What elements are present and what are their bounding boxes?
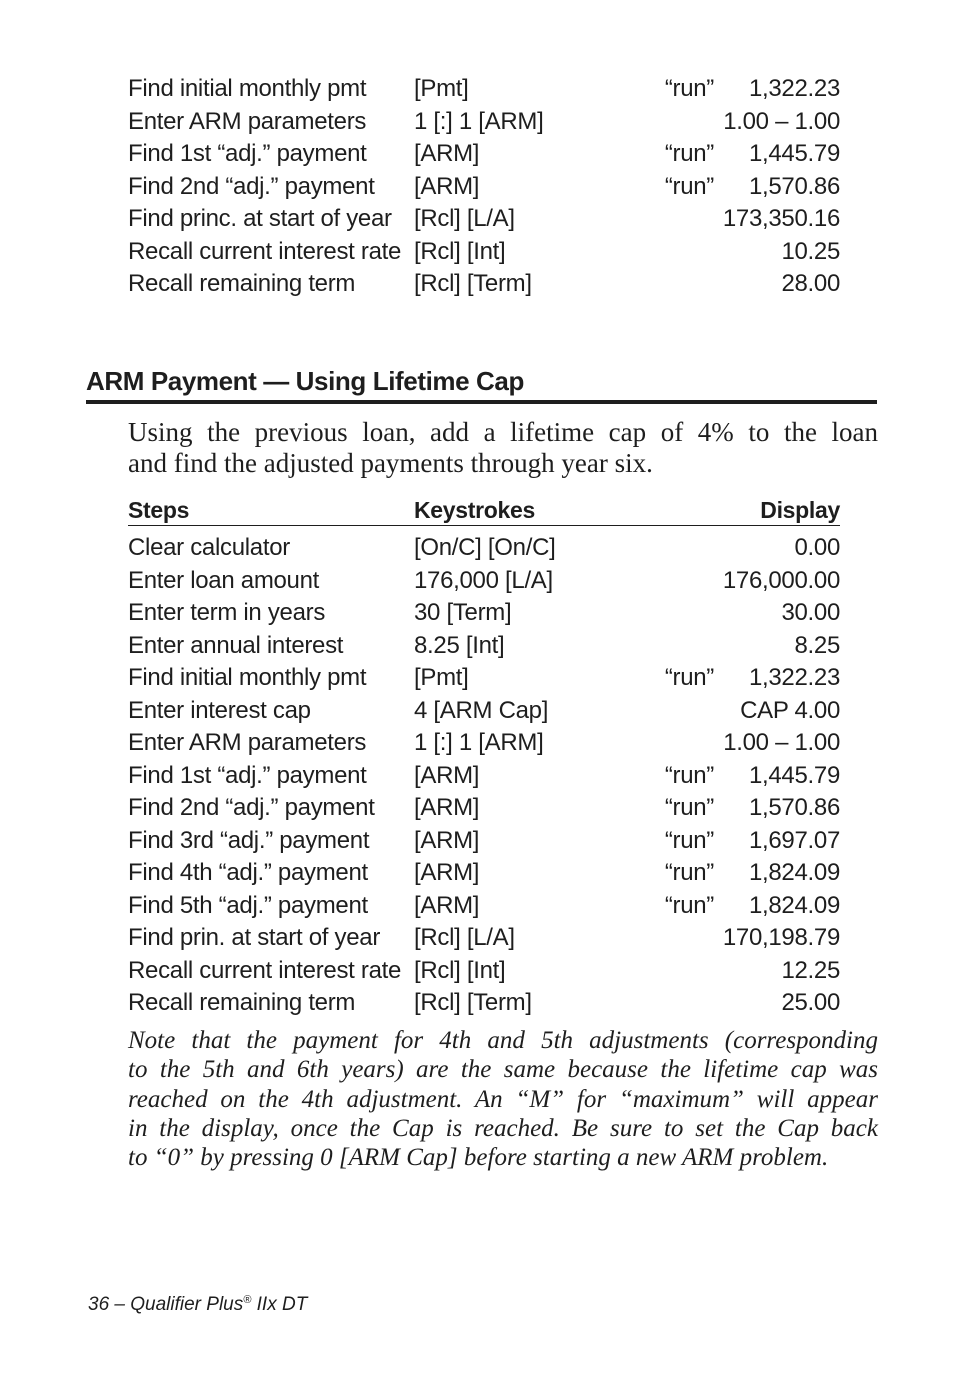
run-indicator: “run” (664, 75, 714, 102)
step-cell: Enter term in years (128, 599, 326, 626)
footer-suffix: IIx DT (251, 1294, 308, 1315)
intro-line: and find the adjusted payments through year six. (128, 448, 653, 478)
step-cell: Find 1st “adj.” payment (128, 140, 367, 167)
table-row (128, 630, 840, 663)
display-cell: 173,350.16 (722, 205, 840, 232)
display-cell: 176,000.00 (722, 566, 840, 594)
run-indicator: “run” (664, 859, 714, 886)
step-cell: Recall current interest rate (128, 237, 402, 265)
display-cell: 28.00 (781, 270, 840, 297)
display-cell: 1,322.23 (748, 75, 840, 102)
keystroke-cell: [Rcl] [Int] (414, 956, 506, 984)
display-cell: 1,824.09 (748, 891, 840, 919)
note-line: to the 5th and 6th years) are the same because the lifetime cap was (128, 1056, 878, 1084)
keystroke-cell: [Rcl] [L/A] (414, 924, 515, 951)
step-cell: Enter interest cap (128, 696, 311, 724)
footer-prefix: 36 – Qualifier Plus (88, 1294, 244, 1315)
column-header-steps: Steps (128, 497, 190, 523)
keystroke-cell: [ARM] (414, 826, 480, 854)
table-row (128, 890, 840, 923)
display-cell: 1,322.23 (748, 664, 840, 691)
display-cell: 0.00 (794, 534, 840, 561)
table-row (128, 236, 840, 269)
display-cell: 1,824.09 (748, 859, 840, 886)
table-row (128, 73, 840, 106)
step-cell: Find princ. at start of year (128, 205, 392, 232)
keystroke-cell: [ARM] (414, 172, 480, 200)
note-line: reached on the 4th adjustment. An “M” for “maximum” will appear (128, 1085, 878, 1113)
step-cell: Find 2nd “adj.” payment (128, 794, 375, 821)
table-header-rule (128, 525, 840, 526)
page-footer (88, 1288, 307, 1317)
keystroke-table-rows (128, 532, 840, 1020)
display-cell: 30.00 (781, 599, 840, 626)
column-header-display: Display (760, 497, 840, 523)
keystroke-cell: [Rcl] [Term] (414, 270, 532, 297)
display-cell: 10.25 (781, 237, 840, 265)
table-row (128, 695, 840, 728)
step-cell: Recall current interest rate (128, 956, 402, 984)
keystroke-cell: 8.25 [Int] (414, 631, 505, 659)
intro-line: Using the previous loan, add a lifetime cap of 4% to the loan (128, 417, 878, 447)
display-cell: 12.25 (781, 956, 840, 984)
table-row (128, 987, 840, 1020)
keystroke-cell: 4 [ARM Cap] (414, 696, 549, 724)
run-indicator: “run” (664, 140, 714, 167)
step-cell: Find initial monthly pmt (128, 75, 367, 102)
keystroke-cell: [ARM] (414, 859, 480, 886)
table-row (128, 268, 840, 301)
step-cell: Find 2nd “adj.” payment (128, 172, 375, 200)
previous-example-rows (128, 73, 840, 301)
table-row (128, 727, 840, 760)
note-line: to “0” by pressing 0 [ARM Cap] before starting a new ARM problem. (128, 1144, 829, 1172)
column-header-keystrokes: Keystrokes (414, 497, 536, 523)
step-cell: Enter ARM parameters (128, 107, 367, 135)
intro-paragraph (128, 417, 878, 479)
table-row (128, 532, 840, 565)
table-row (128, 662, 840, 695)
run-indicator: “run” (664, 664, 714, 691)
run-indicator: “run” (664, 826, 714, 854)
step-cell: Find prin. at start of year (128, 924, 381, 951)
keystroke-cell: [ARM] (414, 794, 480, 821)
run-indicator: “run” (664, 761, 714, 789)
run-indicator: “run” (664, 891, 714, 919)
heading-rule (86, 400, 877, 404)
step-cell: Find 1st “adj.” payment (128, 761, 367, 789)
step-cell: Enter annual interest (128, 631, 344, 659)
keystroke-cell: [ARM] (414, 761, 480, 789)
keystroke-cell: [Pmt] (414, 664, 469, 691)
run-indicator: “run” (664, 794, 714, 821)
keystroke-cell: [Rcl] [Int] (414, 237, 506, 265)
section-heading: ARM Payment — Using Lifetime Cap (86, 366, 524, 396)
display-cell: 1,570.86 (748, 794, 840, 821)
step-cell: Find 4th “adj.” payment (128, 859, 368, 886)
keystroke-cell: [ARM] (414, 891, 480, 919)
display-cell: 1.00 – 1.00 (723, 107, 840, 135)
italic-note (128, 1026, 878, 1172)
table-row (128, 138, 840, 171)
table-row (128, 792, 840, 825)
keystroke-cell: [On/C] [On/C] (414, 534, 556, 561)
step-cell: Enter ARM parameters (128, 729, 367, 756)
display-cell: 1,445.79 (748, 140, 840, 167)
keystroke-cell: [Pmt] (414, 75, 469, 102)
table-row (128, 203, 840, 236)
step-cell: Clear calculator (128, 534, 290, 561)
keystroke-cell: 1 [:] 1 [ARM] (414, 729, 544, 756)
step-cell: Find 5th “adj.” payment (128, 891, 368, 919)
display-cell: 1,697.07 (748, 826, 840, 854)
display-cell: 1,445.79 (748, 761, 840, 789)
keystroke-cell: [ARM] (414, 140, 480, 167)
table-row (128, 597, 840, 630)
registered-mark: ® (243, 1294, 252, 1306)
step-cell: Enter loan amount (128, 566, 320, 594)
display-cell: 1.00 – 1.00 (723, 729, 840, 756)
keystroke-cell: 1 [:] 1 [ARM] (414, 107, 544, 135)
display-cell: CAP 4.00 (740, 696, 840, 724)
step-cell: Find initial monthly pmt (128, 664, 367, 691)
table-row (128, 171, 840, 204)
table-row (128, 106, 840, 139)
note-line: in the display, once the Cap is reached. Be sure to set the Cap back (128, 1114, 878, 1142)
table-row (128, 760, 840, 793)
display-cell: 25.00 (781, 989, 840, 1016)
display-cell: 170,198.79 (722, 924, 840, 951)
table-header (128, 495, 840, 525)
table-row (128, 825, 840, 858)
table-row (128, 565, 840, 598)
table-row (128, 857, 840, 890)
display-cell: 8.25 (794, 631, 840, 659)
step-cell: Find 3rd “adj.” payment (128, 826, 370, 854)
keystroke-cell: [Rcl] [Term] (414, 989, 532, 1016)
run-indicator: “run” (664, 172, 714, 200)
note-line: Note that the payment for 4th and 5th adjustments (corresponding (128, 1027, 878, 1054)
keystroke-cell: 176,000 [L/A] (414, 566, 553, 594)
keystroke-cell: 30 [Term] (414, 599, 512, 626)
display-cell: 1,570.86 (748, 172, 840, 200)
keystroke-cell: [Rcl] [L/A] (414, 205, 515, 232)
step-cell: Recall remaining term (128, 270, 356, 297)
step-cell: Recall remaining term (128, 989, 356, 1016)
table-row (128, 922, 840, 955)
table-row (128, 955, 840, 988)
